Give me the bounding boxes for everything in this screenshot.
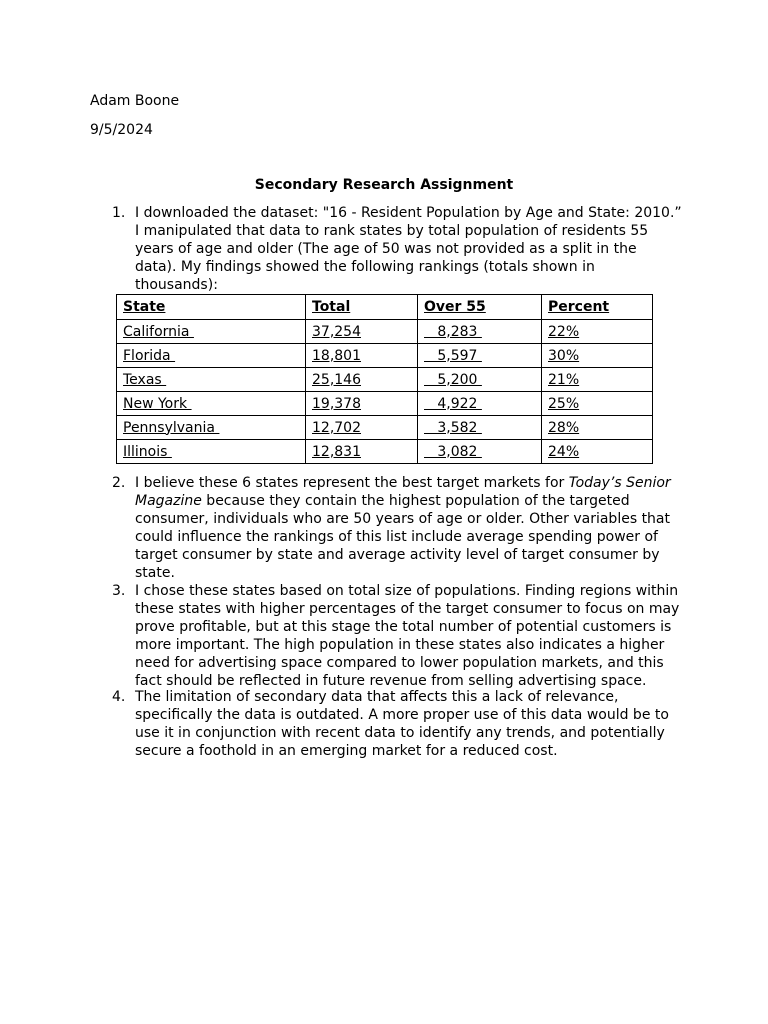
table-row — [117, 368, 653, 392]
cell-over-55: 3,082 — [418, 440, 542, 464]
header-percent: Percent — [542, 295, 653, 320]
list-item-text: The limitation of secondary data that affects this a lack of relevance, specifically the data is outdated. A more proper use of this data would be to use it in conjunction with recent data to identify any trends, and potentially secure a foothold in an emerging market for a reduced cost. — [135, 689, 669, 759]
cell-state: Illinois — [117, 440, 306, 464]
cell-state: New York — [117, 392, 306, 416]
table-row — [117, 416, 653, 440]
document-date: 9/5/2024 — [90, 122, 153, 138]
cell-total: 25,146 — [306, 368, 418, 392]
list-item-number: 2. — [112, 475, 126, 491]
cell-total: 37,254 — [306, 320, 418, 344]
magazine-title: Today’s Senior Magazine — [135, 475, 671, 509]
list-item-number: 1. — [112, 205, 126, 221]
list-item-text-part: I believe these 6 states represent the best target markets for — [135, 475, 569, 491]
cell-state: Pennsylvania — [117, 416, 306, 440]
table-row — [117, 320, 653, 344]
cell-over-55: 4,922 — [418, 392, 542, 416]
cell-total: 18,801 — [306, 344, 418, 368]
list-item — [112, 688, 682, 760]
list-item — [112, 204, 682, 294]
list-item-text: I chose these states based on total size of populations. Finding regions within these states with higher percentages of the target consumer to focus on may prove profitable, but at this stage the total number of potential customers is more important. The high population in these states also indicates a higher need for advertising space compared to lower population markets, and this fact should be reflected in future revenue from selling advertising space. — [135, 583, 680, 689]
cell-total: 12,702 — [306, 416, 418, 440]
list-item — [112, 582, 682, 690]
cell-percent: 21% — [542, 368, 653, 392]
cell-percent: 25% — [542, 392, 653, 416]
cell-state: California — [117, 320, 306, 344]
list-item-number: 4. — [112, 689, 126, 705]
header-state: State — [117, 295, 306, 320]
cell-total: 12,831 — [306, 440, 418, 464]
cell-percent: 22% — [542, 320, 653, 344]
table-row — [117, 440, 653, 464]
table-row — [117, 392, 653, 416]
list-item-number: 3. — [112, 583, 126, 599]
cell-total: 19,378 — [306, 392, 418, 416]
list-item-text: I downloaded the dataset: "16 - Resident Population by Age and State: 2010.” I manipulated that data to rank states by total population of residents 55 years of age and older (The age of 50 was not provided as a split in the data). My findings showed the following rankings (totals shown in thousands): — [135, 205, 682, 293]
list-item-text — [135, 474, 682, 582]
cell-over-55: 8,283 — [418, 320, 542, 344]
table-row — [117, 344, 653, 368]
header-over-55: Over 55 — [418, 295, 542, 320]
list-item — [112, 474, 682, 582]
cell-state: Texas — [117, 368, 306, 392]
list-item-text-part: because they contain the highest population of the targeted consumer, individuals who are 50 years of age or older. Other variables that could influence the rankings of this list include average spending power of target consumer by state and average activity level of target consumer by state. — [135, 493, 670, 581]
cell-over-55: 5,597 — [418, 344, 542, 368]
cell-percent: 24% — [542, 440, 653, 464]
cell-percent: 28% — [542, 416, 653, 440]
cell-over-55: 3,582 — [418, 416, 542, 440]
cell-state: Florida — [117, 344, 306, 368]
table-header-row — [117, 295, 653, 320]
cell-percent: 30% — [542, 344, 653, 368]
document-title: Secondary Research Assignment — [254, 177, 514, 193]
rankings-table — [116, 294, 653, 464]
cell-over-55: 5,200 — [418, 368, 542, 392]
author-name: Adam Boone — [90, 93, 180, 109]
header-total: Total — [306, 295, 418, 320]
